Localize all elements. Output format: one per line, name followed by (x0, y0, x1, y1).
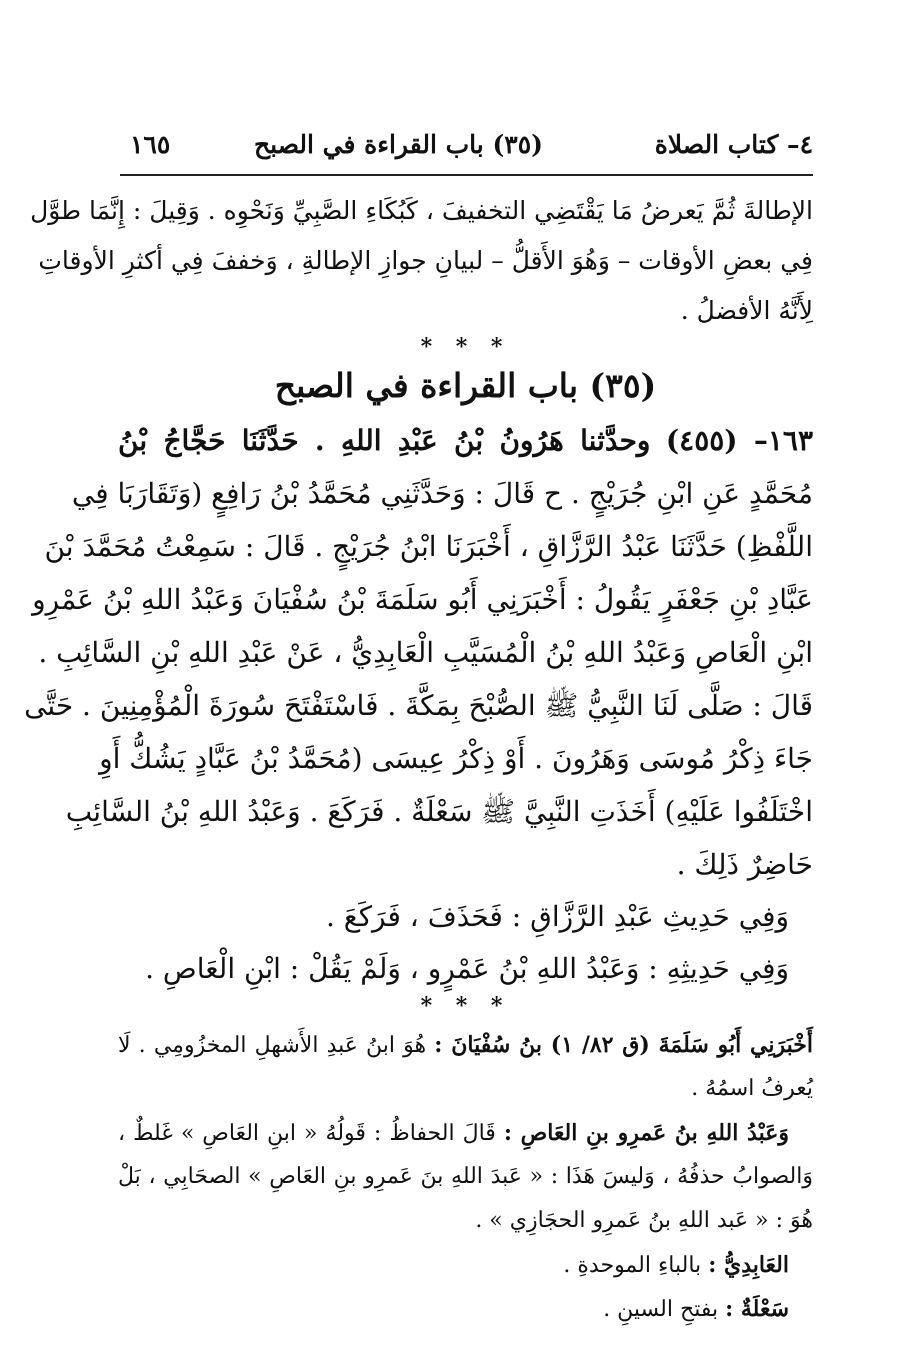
explanatory-notes (118, 1023, 813, 1331)
note-line: يُعرفُ اسمُهُ . (691, 1076, 813, 1101)
note-term: وَعَبْدُ اللهِ بنُ عَمرِو بنِ العَاصِ : (503, 1120, 789, 1146)
hadith-number: ١٦٣– (٤٥٥) (665, 424, 814, 457)
variant-line: وَفِي حَدِيثِ عَبْدِ الرَّزَّاقِ : فَحَذَفَ ، فَرَكَعَ . (326, 900, 789, 933)
note-text: قَالَ الحفاظُ : قَولُهُ « ابنِ العَاصِ » غَلطٌ ، (118, 1121, 496, 1146)
hadith-text (24, 414, 814, 891)
section-separator: * * * (420, 993, 511, 1019)
commentary-line: الإطالةَ ثُمَّ يَعرضُ مَا يَقْتَضِي التخفيفَ ، كَبُكَاءِ الصَّبِيِّ وَنَحْوِه . وَقِيلَ : إِنَّمَا طوَّل (30, 196, 813, 225)
note-line (118, 1243, 813, 1287)
hadith-line-text: وحدَّثنا هَرُونُ بْنُ عَبْدِ اللهِ . حَدَّثَنَا حَجَّاجُ بْنُ (118, 424, 651, 457)
note-text: بفتحِ السينِ . (603, 1297, 719, 1322)
running-header (120, 128, 813, 176)
variant-line: وَفِي حَدِيثِهِ : وَعَبْدُ اللهِ بْنُ عَمْرٍو ، وَلَمْ يَقُلْ : ابْنِ الْعَاصِ . (145, 952, 789, 985)
commentary-line: فِي بعضِ الأوقات – وَهُوَ الأَقلُّ – لبيانِ جوازِ الإطالةِ ، وَخففَ فِي أكثرِ الأوقاتِ (38, 246, 813, 275)
commentary-line: لِأَنَّهُ الأفضلُ . (680, 296, 813, 325)
hadith-line: مُحَمَّدٍ عَنِ ابْنِ جُرَيْجٍ . ح قَالَ : وَحَدَّثَنِي مُحَمَّدُ بْنُ رَافِعٍ (وَتَقَارَبَا فِي (71, 477, 813, 510)
hadith-line: عَبَّادِ بْنِ جَعْفَرٍ يَقُولُ : أَخْبَرَنِي أَبُو سَلَمَةَ بْنُ سُفْيَانَ وَعَبْدُ اللهِ بْنُ عَمْرِو (32, 583, 813, 616)
narration-variants (118, 891, 813, 995)
commentary-continuation (30, 186, 813, 336)
hadith-line: اللَّفْظِ) حَدَّثَنَا عَبْدُ الرَّزَّاقِ ، أَخْبَرَنَا ابْنُ جُرَيْجٍ . قَالَ : سَمِعْتُ مُحَمَّدَ بْنَ (44, 530, 813, 563)
chapter-title: (٣٥) باب القراءة في الصبح (274, 366, 657, 405)
note-term: أَخْبَرَنِي أَبُو سَلَمَةَ (ق ٨٢/ ١) بنُ سُفْيَانَ : (434, 1032, 813, 1058)
note-term: سَعْلَةٌ : (725, 1296, 789, 1322)
note-line (118, 1111, 813, 1155)
running-header-chapter: (٣٥) باب القراءة في الصبح (254, 130, 543, 159)
note-text: بالباءِ الموحدةِ . (563, 1253, 702, 1278)
note-term: العَابِدِيُّ : (708, 1252, 789, 1278)
note-line: هُوَ : « عَبد اللهِ بنُ عَمرِو الحجَازِي » . (475, 1208, 813, 1233)
hadith-line: حَاضِرٌ ذَلِكَ . (676, 848, 813, 881)
section-separator: * * * (420, 334, 511, 360)
note-text: هُوَ ابنُ عَبدِ الأَشهلِ المخزُومِي . لَا (118, 1033, 427, 1058)
hadith-line: قَالَ : صَلَّى لَنَا النَّبِيُّ ﷺ الصُّبْحَ بِمَكَّةَ . فَاسْتَفْتَحَ سُورَةَ الْمُؤْمِنِينَ . حَتَّى (24, 689, 813, 722)
hadith-line: ابْنِ الْعَاصِ وَعَبْدُ اللهِ بْنُ الْمُسَيَّبِ الْعَابِدِيُّ ، عَنْ عَبْدِ اللهِ بْنِ السَّائِبِ . (38, 636, 813, 669)
hadith-line: جَاءَ ذِكْرُ مُوسَى وَهَرُونَ . أَوْ ذِكْرُ عِيسَى (مُحَمَّدُ بْنُ عَبَّادٍ يَشُكُّ أَوِ (99, 742, 813, 775)
page-number: ١٦٥ (130, 130, 171, 159)
note-line: وَالصوابُ حذفُهُ ، وَليسَ هَذَا : « عَبدَ اللهِ بنَ عَمرِو بنِ العَاصِ » الصحَابِي ، بَلْ (118, 1164, 813, 1189)
note-line (118, 1023, 813, 1067)
note-line (118, 1287, 813, 1331)
hadith-line: اخْتَلَفُوا عَلَيْهِ) أَخَذَتِ النَّبِيَّ ﷺ سَعْلَةٌ . فَرَكَعَ . وَعَبْدُ اللهِ بْنُ السَّائِبِ (65, 795, 813, 828)
running-header-book: ٤– كتاب الصلاة (654, 130, 813, 159)
hadith-line (118, 414, 813, 467)
page-body (24, 186, 814, 1331)
